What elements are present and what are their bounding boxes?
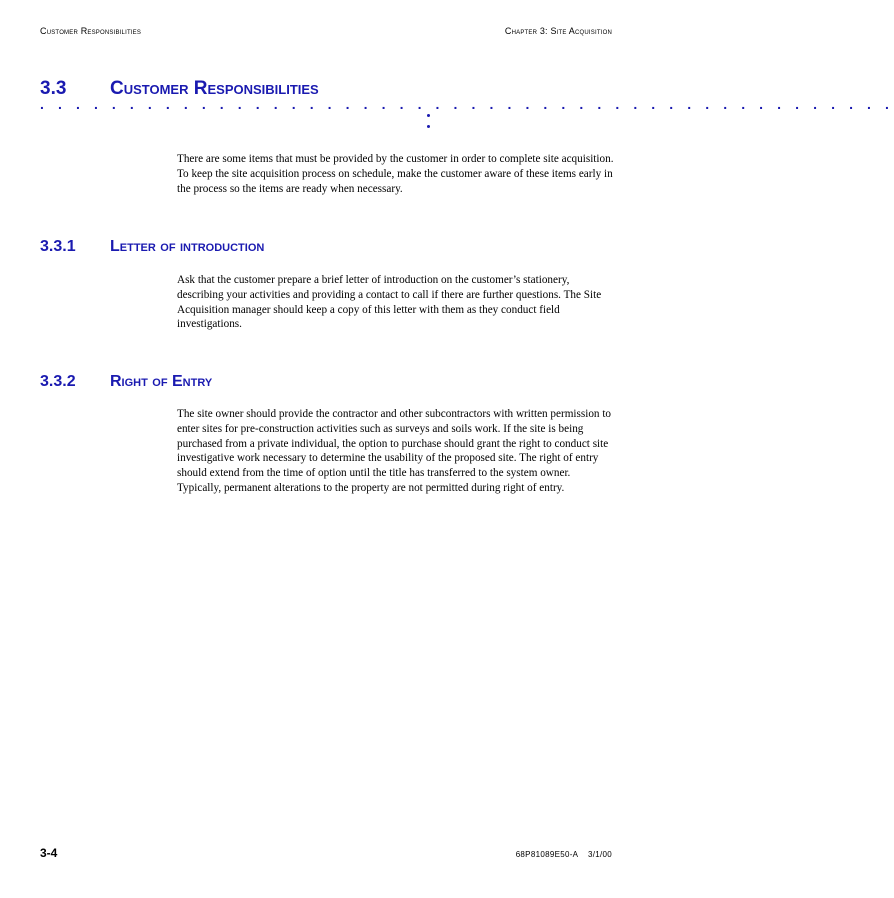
section-3-3-number: 3.3: [40, 78, 67, 99]
document-id: 68P81089E50-A 3/1/00: [515, 850, 612, 859]
section-3-3-title: Customer Responsibilities: [110, 78, 319, 99]
dotted-rule-vertical: [427, 110, 435, 134]
dotted-rule: . . . . . . . . . . . . . . . . . . . . . . . . . . . . . . . . . . . . . . . . . . . . . . . .: [40, 96, 894, 112]
running-header-right: Chapter 3: Site Acquisition: [504, 26, 612, 36]
section-3-3-2-body: The site owner should provide the contractor and other subcontractors with written permission to enter sites for pre-construction activities such as surveys and soils work. If the site is being purchased from a private individual, the option to purchase should grant the right to conduct site investigative work necessary to determine the usability of the proposed site. The right of entry should extend from the time of option until the title has transferred to the system owner. Typically, permanent alterations to the property are not permitted during right of entry.: [177, 408, 612, 494]
section-3-3-1-title: Letter of introduction: [110, 238, 265, 255]
section-3-3-1-body: Ask that the customer prepare a brief letter of introduction on the customer’s stationery, describing your activities and providing a contact to call if there are further questions. The Site Acquisition manager should keep a copy of this letter with them as they conduct field investigations.: [177, 274, 602, 331]
running-header-left: Customer Responsibilities: [40, 26, 142, 36]
section-3-3-1-number: 3.3.1: [40, 238, 76, 255]
section-3-3-2-number: 3.3.2: [40, 373, 76, 390]
section-3-3-2-title: Right of Entry: [110, 373, 213, 390]
section-3-3-body: There are some items that must be provided by the customer in order to complete site acquisition. To keep the site acquisition process on schedule, make the customer aware of these items early in the process so the items are ready when necessary.: [177, 153, 614, 195]
page-number: 3-4: [40, 846, 58, 860]
